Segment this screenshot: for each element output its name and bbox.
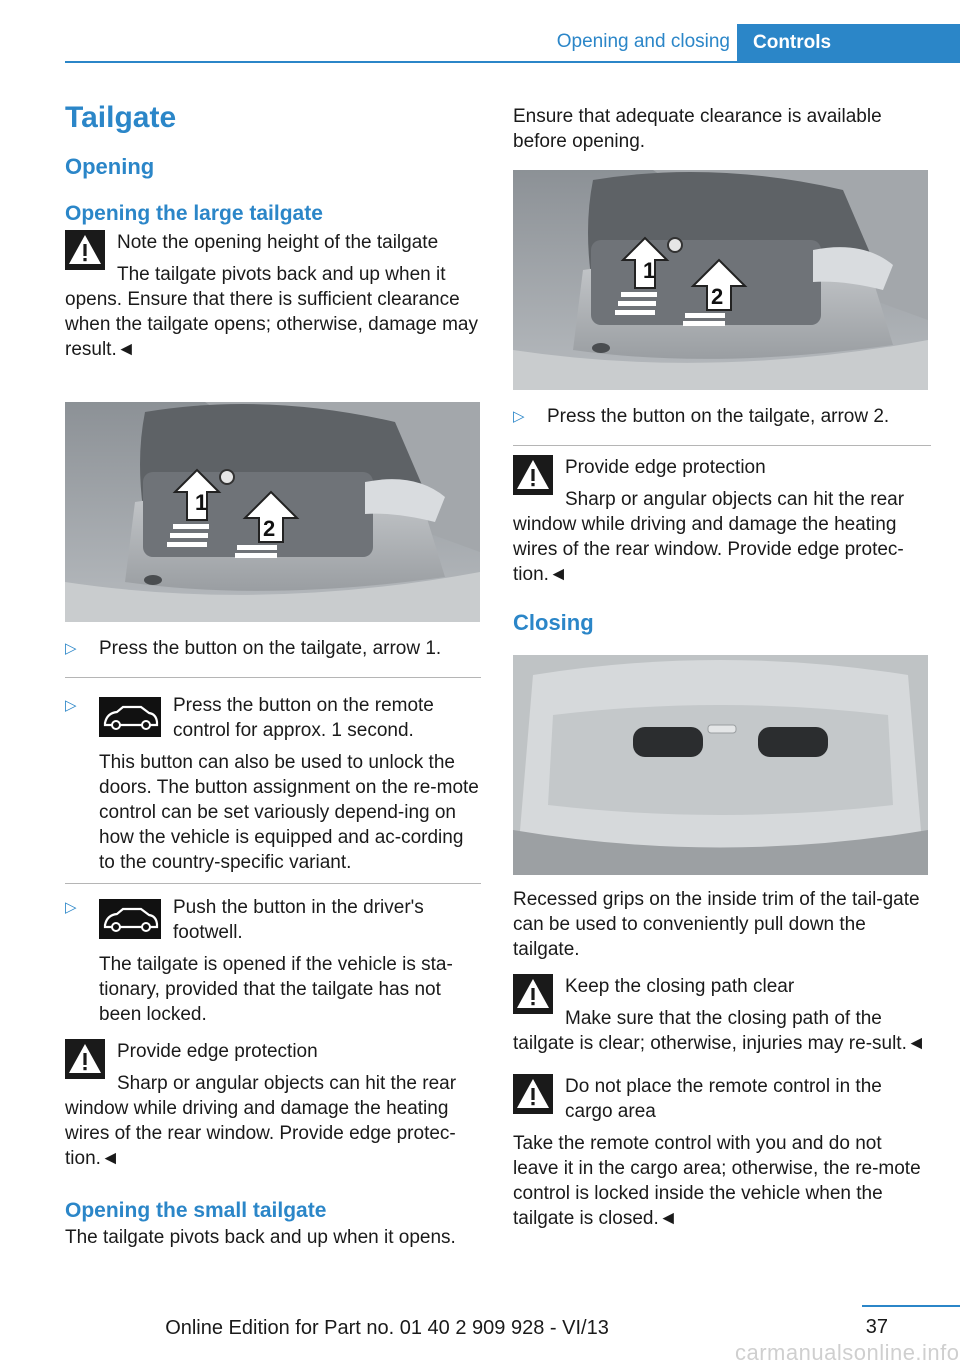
left-steps bbox=[65, 636, 481, 1250]
warning-icon bbox=[65, 230, 105, 270]
warning-body-first-line: The tailgate pivots back and up when it bbox=[117, 264, 446, 285]
tailgate-buttons-photo bbox=[65, 402, 480, 622]
warning-icon bbox=[513, 1074, 553, 1114]
warning-opening-height bbox=[65, 230, 481, 362]
right-steps bbox=[513, 404, 931, 637]
heading-small-tailgate: Opening the small tailgate bbox=[65, 1199, 327, 1222]
warning-icon bbox=[513, 455, 553, 495]
closing-text: Recessed grips on the inside trim of the tail-gate can be used to conveniently pull down the tailgate. bbox=[513, 889, 920, 960]
warning-title: Provide edge protection bbox=[565, 457, 766, 478]
car-tailgate-key-icon bbox=[99, 899, 161, 939]
warning-body: window while driving and damage the heating wires of the rear window. Provide edge protec-tion.◄ bbox=[513, 514, 904, 585]
step-press-tailgate-button bbox=[65, 636, 481, 661]
warning-body: opens. Ensure that there is sufficient clearance when the tailgate opens; otherwise, damage may result.◄ bbox=[65, 289, 478, 360]
divider bbox=[65, 677, 481, 678]
warning-body: tailgate is clear; otherwise, injuries may re-sult.◄ bbox=[513, 1033, 926, 1054]
page-number: 37 bbox=[865, 1316, 888, 1338]
step-text: Press the button on the tailgate, arrow 1. bbox=[99, 638, 442, 659]
left-column bbox=[65, 100, 481, 362]
step-remote-control bbox=[65, 693, 481, 875]
arrow-label-2: 2 bbox=[711, 284, 724, 309]
step-footwell-button bbox=[65, 895, 481, 1027]
header-rule bbox=[65, 61, 960, 63]
warning-edge-protection bbox=[513, 455, 931, 587]
warning-body-first-line: Sharp or angular objects can hit the rear bbox=[117, 1073, 457, 1094]
bullet-icon: ▷ bbox=[65, 697, 77, 714]
right-intro bbox=[513, 104, 931, 154]
warning-body-first-line: Make sure that the closing path of the bbox=[565, 1008, 882, 1029]
warning-body: Take the remote control with you and do not leave it in the cargo area; otherwise, the re-mote control is locked inside the vehicle when the tailgate is closed.◄ bbox=[513, 1133, 921, 1229]
warning-closing-path bbox=[513, 974, 931, 1056]
warning-title: Keep the closing path clear bbox=[565, 976, 795, 997]
arrow-label-1: 1 bbox=[195, 490, 208, 515]
arrow-label-2: 2 bbox=[263, 516, 276, 541]
step-press-tailgate-button-2 bbox=[513, 404, 931, 429]
step-note: This button can also be used to unlock the doors. The button assignment on the re-mote control can be set variously depend-ing on how the vehicle is equipped and ac-cording to the country-specific variant. bbox=[99, 752, 479, 873]
warning-body: window while driving and damage the heating wires of the rear window. Provide edge protec-tion.◄ bbox=[65, 1098, 456, 1169]
bullet-icon: ▷ bbox=[513, 408, 525, 425]
clearance-note: Ensure that adequate clearance is available before opening. bbox=[513, 106, 882, 152]
warning-body-first-line: Sharp or angular objects can hit the rear bbox=[565, 489, 905, 510]
watermark: carmanualsonline.info bbox=[735, 1340, 960, 1362]
warning-title: Do not place the remote control in the cargo area bbox=[565, 1076, 882, 1122]
tailgate-button-arrow2-photo bbox=[513, 170, 928, 390]
step-note: The tailgate is opened if the vehicle is sta-tionary, provided that the tailgate has not been locked. bbox=[99, 954, 453, 1025]
divider bbox=[513, 445, 931, 446]
heading-opening: Opening bbox=[65, 154, 155, 179]
warning-icon bbox=[65, 1039, 105, 1079]
bullet-icon: ▷ bbox=[65, 640, 77, 657]
small-tailgate-text: The tailgate pivots back and up when it opens. bbox=[65, 1227, 456, 1248]
divider bbox=[65, 883, 481, 884]
step-text: Press the button on the tailgate, arrow 2. bbox=[547, 406, 890, 427]
tailgate-recessed-grips-photo bbox=[513, 655, 928, 875]
warning-icon bbox=[513, 974, 553, 1014]
warning-edge-protection bbox=[65, 1039, 481, 1171]
bullet-icon: ▷ bbox=[65, 899, 77, 916]
warning-remote-in-cargo bbox=[513, 1074, 931, 1231]
right-closing bbox=[513, 887, 931, 1231]
heading-closing: Closing bbox=[513, 610, 594, 635]
heading-large-tailgate: Opening the large tailgate bbox=[65, 202, 323, 225]
arrow-label-1: 1 bbox=[643, 258, 656, 283]
footer-edition: Online Edition for Part no. 01 40 2 909 928 - VI/13 bbox=[165, 1317, 609, 1339]
warning-title: Provide edge protection bbox=[117, 1041, 318, 1062]
step-text: Push the button in the driver's footwell. bbox=[173, 897, 424, 943]
footer-rule bbox=[862, 1305, 960, 1307]
warning-title: Note the opening height of the tailgate bbox=[117, 232, 439, 253]
header-section-title: Opening and closing bbox=[556, 31, 730, 52]
car-tailgate-key-icon bbox=[99, 697, 161, 737]
step-text: Press the button on the remote control for approx. 1 second. bbox=[173, 695, 434, 741]
page-title: Tailgate bbox=[65, 101, 177, 134]
header-tab-controls: Controls bbox=[737, 24, 960, 62]
